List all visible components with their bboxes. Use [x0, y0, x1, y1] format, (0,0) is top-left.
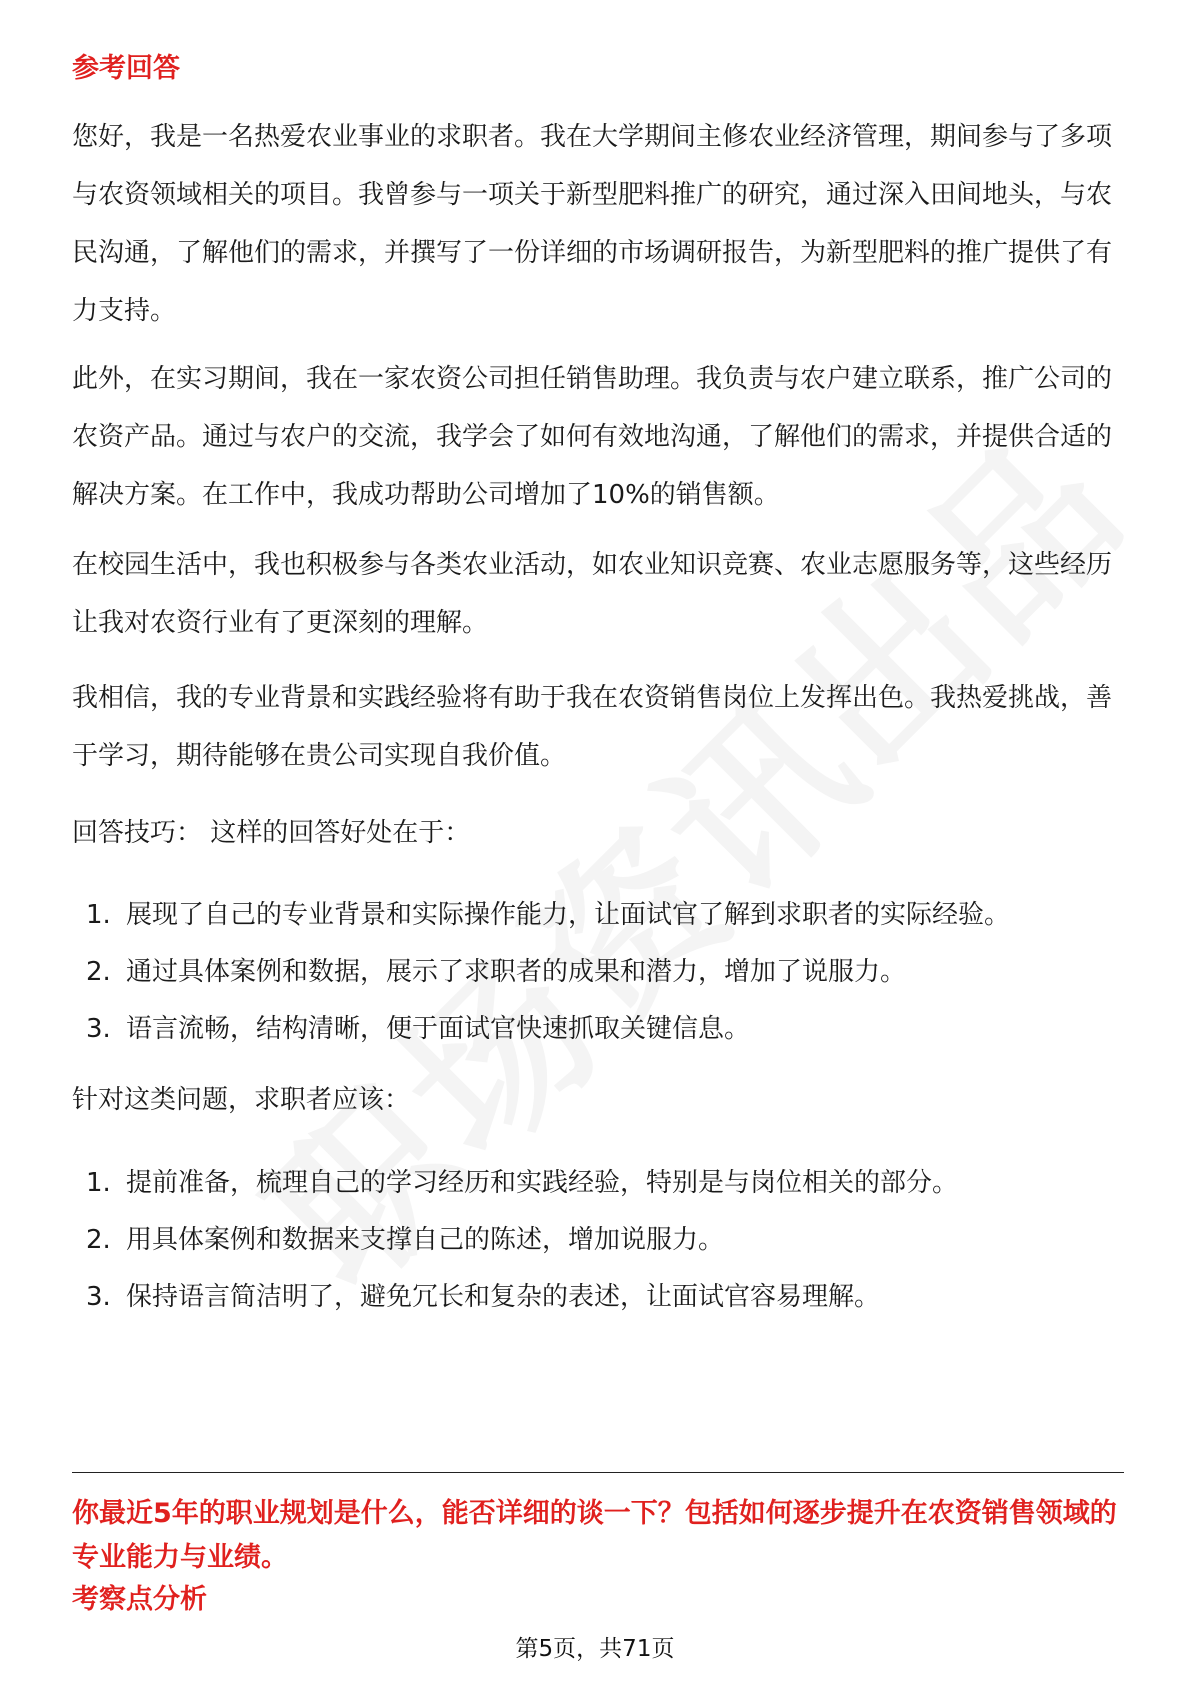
list-text: 保持语言简洁明了，避免冗长和复杂的表述，让面试官容易理解。 [126, 1282, 881, 1312]
list-number: 1. [86, 1168, 111, 1198]
advice-list [72, 1155, 1122, 1326]
advice-intro: 针对这类问题，求职者应该： [72, 1085, 411, 1115]
list-number: 3. [86, 1282, 111, 1312]
list-item [72, 944, 1122, 1001]
analysis-heading: 考察点分析 [72, 1584, 207, 1615]
list-text: 语言流畅，结构清晰，便于面试官快速抓取关键信息。 [126, 1014, 751, 1044]
list-number: 2. [86, 957, 111, 987]
list-text: 展现了自己的专业背景和实际操作能力，让面试官了解到求职者的实际经验。 [126, 900, 1011, 930]
answer-paragraph-2: 此外，在实习期间，我在一家农资公司担任销售助理。我负责与农户建立联系，推广公司的农资产品。通过与农户的交流，我学会了如何有效地沟通，了解他们的需求，并提供合适的解决方案。在工作中，我成功帮助公司增加了10%的销售额。 [72, 364, 1113, 510]
list-text: 用具体案例和数据来支撑自己的陈述，增加说服力。 [126, 1225, 725, 1255]
list-item [72, 1001, 1122, 1058]
tips-intro: 回答技巧： 这样的回答好处在于： [72, 818, 471, 848]
list-item [72, 887, 1122, 944]
next-question-heading: 你最近5年的职业规划是什么，能否详细的谈一下？包括如何逐步提升在农资销售领域的专业能力与业绩。 [72, 1498, 1117, 1573]
list-number: 1. [86, 900, 111, 930]
list-text: 提前准备，梳理自己的学习经历和实践经验，特别是与岗位相关的部分。 [126, 1168, 959, 1198]
section-divider [72, 1472, 1124, 1473]
answer-paragraph-1: 您好，我是一名热爱农业事业的求职者。我在大学期间主修农业经济管理，期间参与了多项与农资领域相关的项目。我曾参与一项关于新型肥料推广的研究，通过深入田间地头，与农民沟通，了解他们的需求，并撰写了一份详细的市场调研报告，为新型肥料的推广提供了有力支持。 [72, 122, 1113, 326]
list-text: 通过具体案例和数据，展示了求职者的成果和潜力，增加了说服力。 [126, 957, 907, 987]
tips-list [72, 887, 1122, 1058]
page-number-footer: 第5页，共71页 [515, 1636, 675, 1662]
reference-answer-heading: 参考回答 [72, 53, 180, 84]
list-item [72, 1269, 1122, 1326]
answer-paragraph-3: 在校园生活中，我也积极参与各类农业活动，如农业知识竞赛、农业志愿服务等，这些经历让我对农资行业有了更深刻的理解。 [72, 550, 1113, 638]
answer-paragraph-4: 我相信，我的专业背景和实践经验将有助于我在农资销售岗位上发挥出色。我热爱挑战，善于学习，期待能够在贵公司实现自我价值。 [72, 683, 1113, 771]
list-item [72, 1155, 1122, 1212]
list-number: 2. [86, 1225, 111, 1255]
list-item [72, 1212, 1122, 1269]
list-number: 3. [86, 1014, 111, 1044]
